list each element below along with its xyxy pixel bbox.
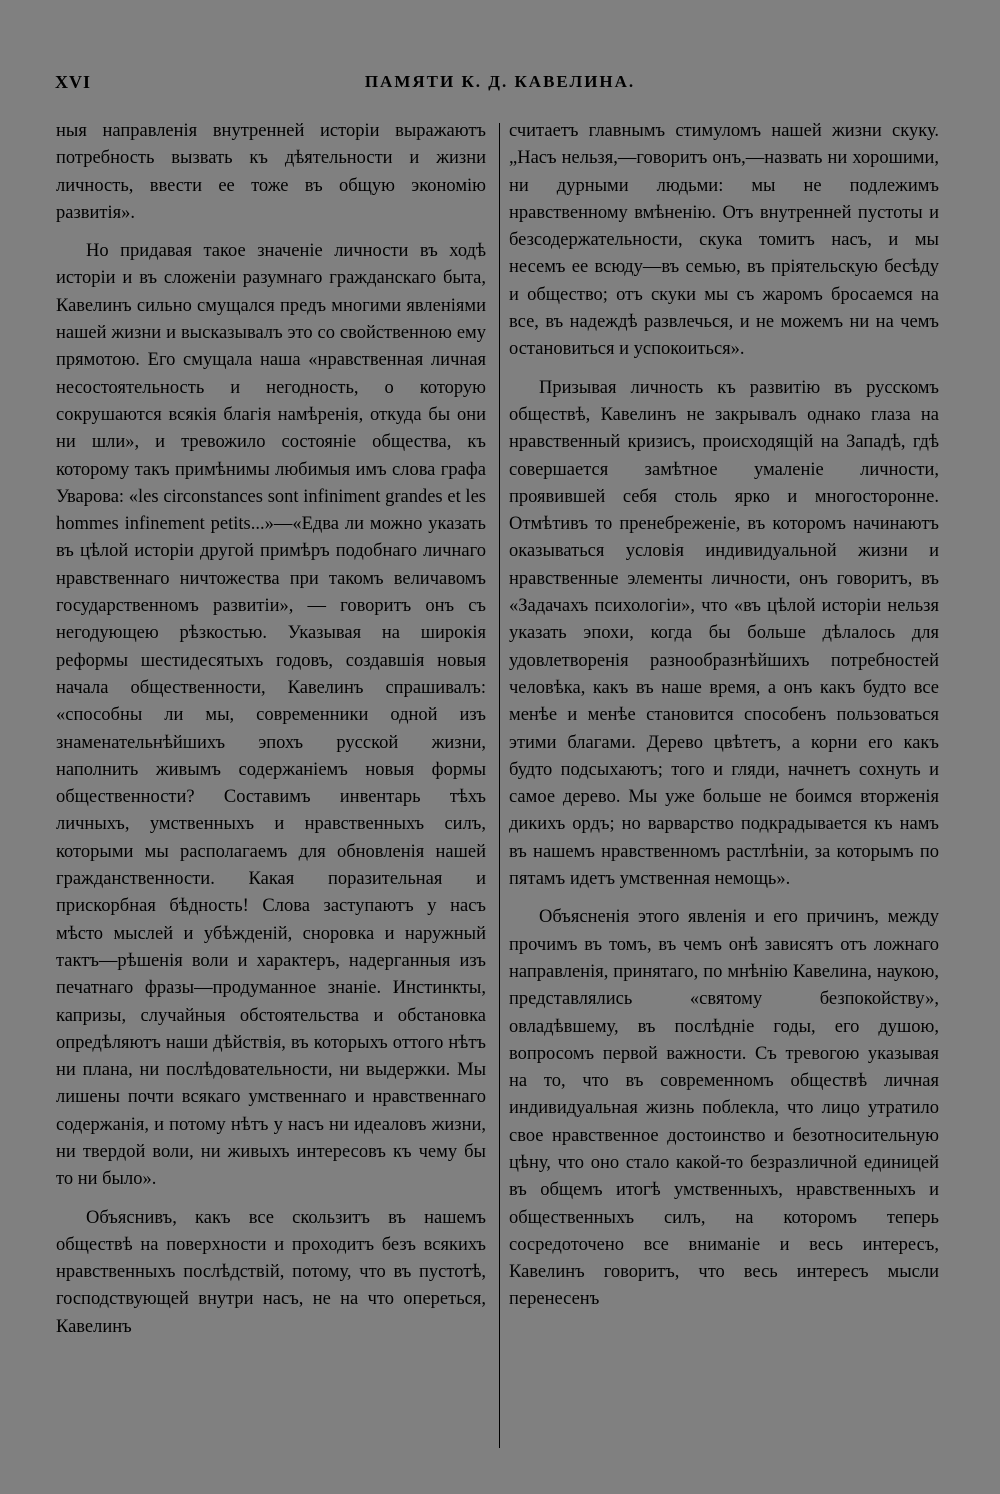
paragraph: Призывая личность къ развитію въ русскомъ обществѣ, Кавелинъ не закрывалъ однако глаза на нравственный кризисъ, происходящій на Западѣ, гдѣ совершается замѣтное умаленіе личности, проявившей себя столь ярко и многосторонне. Отмѣтивъ то пренебреженіе, въ которомъ начинаютъ оказываться условія индивидуальной жизни и нравственные элементы личности, онъ говоритъ, въ «Задачахъ психологіи», что «въ цѣлой исторіи нельзя указать эпохи, когда бы больше дѣлалось для удовлетворенія разнообразнѣйшихъ потребностей человѣка, какъ въ наше время, а онъ какъ будто все менѣе и менѣе становится способенъ пользоваться этими благами. Дерево цвѣтетъ, а корни его какъ будто подсыхаютъ; того и гляди, начнетъ сохнуть и самое дерево. Мы уже больше не боимся вторженія дикихъ ордъ; но варварство подкрадывается къ намъ въ нашемъ нравственномъ растлѣніи, за которымъ по пятамъ идетъ умственная немощь». [509,377,939,890]
running-title: ПАМЯТИ К. Д. КАВЕЛИНА. [364,72,636,91]
left-column [56,118,486,1352]
paragraph: Объясненія этого явленія и его причинъ, между прочимъ въ томъ, въ чемъ онѣ зависятъ отъ ложнаго направленія, принятаго, по мнѣнію Кавелина, наукою, представлялись «святому безпокойству», овладѣвшему, въ послѣдніе годы, его душою, вопросомъ первой важности. Съ тревогою указывая на то, что въ современномъ обществѣ личная индивидуальная жизнь поблекла, что лицо утратило свое нравственное достоинство и безотносительную цѣну, что оно стало какой-то безразличной единицей въ общемъ итогѣ умственныхъ, нравственныхъ и общественныхъ силъ, на которомъ теперь сосредоточено все вниманіе и весь интересъ, Кавелинъ говоритъ, что весь интересъ мысли перенесенъ [509,907,939,1310]
running-header [55,72,945,98]
column-divider [499,123,500,1448]
right-column [509,118,939,1325]
paragraph: Но придавая такое значеніе личности въ ходѣ исторіи и въ сложеніи разумнаго гражданскаго быта, Кавелинъ сильно смущался предъ многими явленіями нашей жизни и высказывалъ это со свойственною ему прямотою. Его смущала наша «нравственная личная несостоятельность и негодность, о которую сокрушаются всякія благія намѣренія, откуда бы они ни шли», и тревожило состояніе общества, къ которому такъ примѣнимы любимыя имъ слова графа Уварова: «les circonstances sont infiniment grandes et les hommes infinement petits...»—«Едва ли можно указать въ цѣлой исторіи другой примѣръ подобнаго личнаго нравственнаго ничтожества при такомъ величавомъ государственномъ развитіи», — говоритъ онъ съ негодующею рѣзкостью. Указывая на широкія реформы шестидесятыхъ годовъ, создавшія новыя начала общественности, Кавелинъ спрашивалъ: «способны ли мы, современники одной изъ знаменательнѣйшихъ эпохъ русской жизни, наполнить живымъ содержаніемъ новыя формы общественности? Составимъ инвентарь тѣхъ личныхъ, умственныхъ и нравственныхъ силъ, которыми мы располагаемъ для обновленія нашей гражданственности. Какая поразительная и прискорбная бѣдность! Слова заступаютъ у насъ мѣсто мыслей и убѣжденій, сноровка и наружный тактъ—рѣшенія воли и характеръ, надерганныя изъ печатнаго фразы—продуманное знаніе. Инстинкты, капризы, случайныя обстоятельства и обстановка опредѣляютъ наши дѣйствія, въ которыхъ оттого нѣтъ ни плана, ни послѣдовательности, ни выдержки. Мы лишены почти всякаго умственнаго и нравственнаго содержанія, и потому нѣтъ у насъ ни идеаловъ жизни, ни твердой воли, ни живыхъ интересовъ къ чему бы то ни было». [56,241,486,1190]
page-number: XVI [55,72,92,92]
paragraph: Объяснивъ, какъ все скользитъ въ нашемъ обществѣ на поверхности и проходитъ безъ всякихъ нравственныхъ послѣдствій, потому, что въ пустотѣ, господствующей внутри насъ, не на что опереться, Кавелинъ [56,1207,486,1337]
paragraph: считаетъ главнымъ стимуломъ нашей жизни скуку. „Насъ нельзя,—говоритъ онъ,—назвать ни хорошими, ни дурными людьми: мы не подлежимъ нравственному вмѣненію. Отъ внутренней пустоты и безсодержательности, скука томитъ насъ, и мы несемъ ее всюду—въ семью, въ пріятельскую бесѣду и общество; отъ скуки мы съ жаромъ бросаемся на все, въ надеждѣ развлечься, и не можемъ ни на чемъ остановиться и успокоиться». [509,121,939,360]
paragraph: ныя направленія внутренней исторіи выражаютъ потребность вызвать къ дѣятельности и жизни личность, ввести ее тоже въ общую экономію развитія». [56,121,486,223]
